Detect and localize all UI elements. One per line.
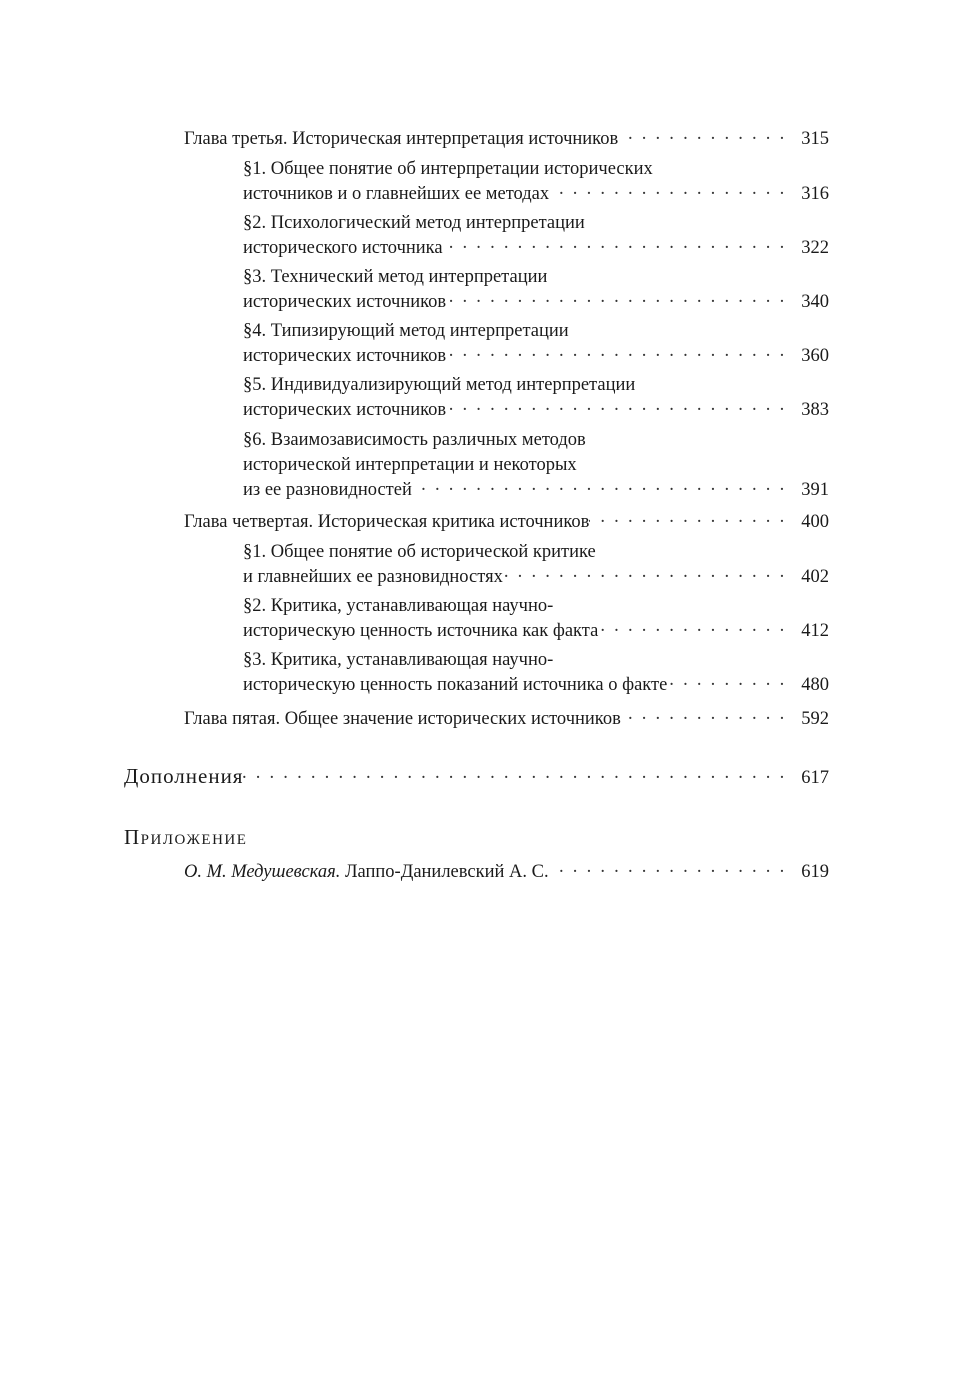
- page-number: 315: [801, 129, 829, 149]
- page-number: 322: [801, 238, 829, 258]
- entry-title-line: §5. Индивидуализирующий метод интерпретации: [243, 375, 636, 395]
- toc-entry-ch3-section-4: [243, 319, 829, 369]
- toc-entry-chapter-5: [184, 707, 829, 732]
- toc-entry-ch3-section-3: [243, 265, 829, 315]
- entry-title-line: историческую ценность показаний источника о факте: [243, 675, 668, 695]
- toc-entry-ch4-section-1: [243, 540, 829, 590]
- entry-title-line: §1. Общее понятие об исторической критике: [243, 542, 596, 562]
- entry-title-line: §3. Технический метод интерпретации: [243, 267, 548, 287]
- page-number: 340: [801, 292, 829, 312]
- entry-title: Глава пятая. Общее значение исторических источников: [184, 709, 621, 729]
- dot-leader: [549, 860, 791, 885]
- page-number: 383: [801, 400, 829, 420]
- toc-entry-ch3-section-6: [243, 428, 829, 503]
- dot-leader: [446, 398, 791, 423]
- dot-leader: [618, 127, 791, 152]
- dot-leader: [667, 673, 791, 698]
- toc-entry-additions: [124, 764, 829, 791]
- entry-title-line: исторической интерпретации и некоторых: [243, 455, 577, 475]
- entry-title: Глава четвертая. Историческая критика источников: [184, 512, 590, 532]
- page-number: 316: [801, 184, 829, 204]
- dot-leader: [446, 344, 791, 369]
- dot-leader: [589, 510, 791, 535]
- page-number: 360: [801, 346, 829, 366]
- page-number: 412: [801, 621, 829, 641]
- entry-title-line: источников и о главнейших ее методах: [243, 184, 550, 204]
- toc-entry-appendix-item: [184, 860, 829, 885]
- author-name: О. М. Медушевская.: [184, 862, 341, 882]
- toc-entry-appendix: Приложение: [124, 825, 248, 849]
- page-number: 480: [801, 675, 829, 695]
- entry-title-line: историческую ценность источника как факта: [243, 621, 599, 641]
- dot-leader: [243, 766, 791, 791]
- toc-entry-ch3-section-1: [243, 157, 829, 207]
- page-number: 391: [801, 480, 829, 500]
- page-number: 592: [801, 709, 829, 729]
- entry-title-line: и главнейших ее разновидностях: [243, 567, 503, 587]
- entry-title-line: §4. Типизирующий метод интерпретации: [243, 321, 569, 341]
- dot-leader: [549, 182, 791, 207]
- toc-entry-chapter-4: [184, 510, 829, 535]
- toc-entry-chapter-3: [184, 127, 829, 152]
- entry-title-line: исторических источников: [243, 346, 447, 366]
- entry-title-line: §2. Психологический метод интерпретации: [243, 213, 585, 233]
- page-number: 617: [801, 768, 829, 788]
- dot-leader: [446, 290, 791, 315]
- page-number: 402: [801, 567, 829, 587]
- entry-title: Дополнения: [124, 764, 244, 788]
- entry-title-line: §6. Взаимозависимость различных методов: [243, 430, 586, 450]
- dot-leader: [412, 478, 791, 503]
- entry-title-line: §2. Критика, устанавливающая научно-: [243, 596, 554, 616]
- dot-leader: [598, 619, 791, 644]
- page-number: 400: [801, 512, 829, 532]
- entry-title-line: исторического источника: [243, 238, 443, 258]
- entry-title-line: исторических источников: [243, 400, 447, 420]
- entry-title-line: §3. Критика, устанавливающая научно-: [243, 650, 554, 670]
- entry-title-line: исторических источников: [243, 292, 447, 312]
- article-title: Лаппо-Данилевский А. С.: [344, 862, 549, 882]
- dot-leader: [443, 236, 791, 261]
- entry-title-line: §1. Общее понятие об интерпретации исторических: [243, 159, 653, 179]
- toc-entry-ch4-section-3: [243, 648, 829, 698]
- page-number: 619: [801, 862, 829, 882]
- dot-leader: [621, 707, 791, 732]
- entry-title-line: из ее разновидностей: [243, 480, 412, 500]
- toc-entry-ch4-section-2: [243, 594, 829, 644]
- toc-entry-ch3-section-5: [243, 373, 829, 423]
- entry-title: [184, 860, 549, 885]
- toc-entry-ch3-section-2: [243, 211, 829, 261]
- entry-title: Глава третья. Историческая интерпретация источников: [184, 129, 619, 149]
- dot-leader: [503, 565, 791, 590]
